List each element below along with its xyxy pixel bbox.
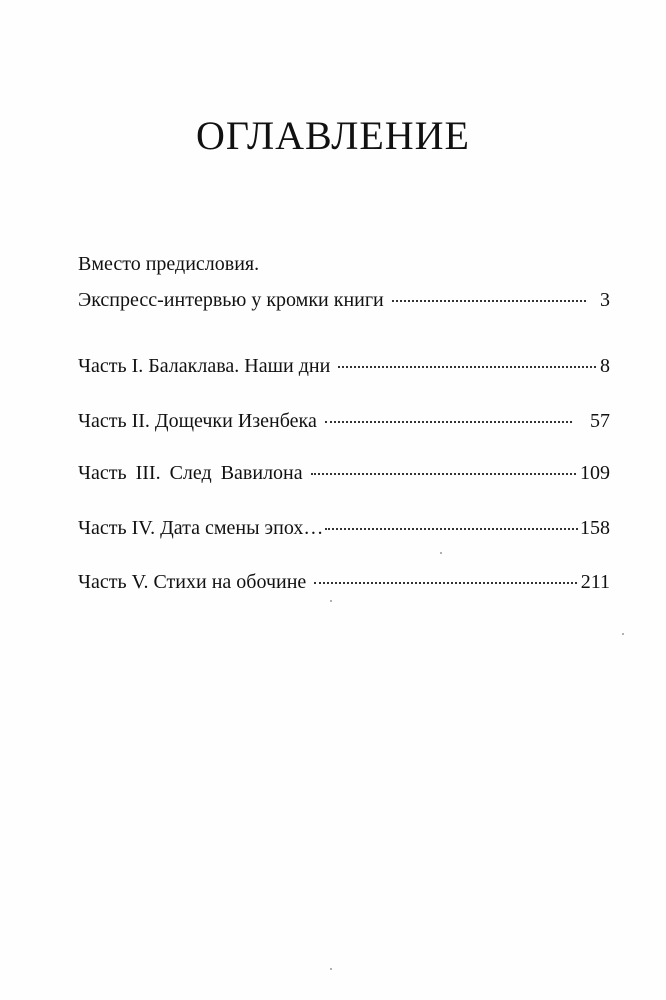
toc-entry-title: Экспресс-интервью у кромки книги <box>78 289 384 311</box>
dot-leader <box>392 300 586 302</box>
toc-entry-part-2[interactable] <box>78 410 610 436</box>
dot-leader <box>325 528 578 530</box>
toc-entry-title: Часть III. След Вавилона <box>78 462 303 484</box>
toc-entry-part-3[interactable] <box>78 462 610 488</box>
toc-entry-page: 211 <box>580 571 610 593</box>
paper-speck <box>440 552 442 554</box>
toc-entry-interview[interactable] <box>78 289 610 315</box>
toc-entry-page: 57 <box>590 410 610 432</box>
toc-entry-title: Часть I. Балаклава. Наши дни <box>78 355 331 377</box>
toc-entry-part-4[interactable] <box>78 517 610 543</box>
toc-entry-page: 3 <box>600 289 610 311</box>
toc-entry-page: 109 <box>580 462 610 484</box>
dot-leader <box>338 366 596 368</box>
toc-entry-part-1[interactable] <box>78 355 610 381</box>
dot-leader <box>325 421 572 423</box>
toc-entry-part-5[interactable] <box>78 571 610 597</box>
toc-entry-page: 158 <box>580 517 610 539</box>
toc-entry-page: 8 <box>600 355 610 377</box>
page-title: ОГЛАВЛЕНИЕ <box>196 113 470 158</box>
toc-entry-title: Часть V. Стихи на обочине <box>78 571 307 593</box>
toc-intro-label: Вместо предисловия. <box>78 253 260 275</box>
dot-leader <box>311 473 576 475</box>
paper-speck <box>622 633 624 635</box>
dot-leader <box>314 582 576 584</box>
paper-speck <box>330 968 332 970</box>
toc-entry-title: Часть II. Дощечки Изенбека <box>78 410 317 432</box>
toc-entry-title: Часть IV. Дата смены эпох… <box>78 517 324 539</box>
paper-speck <box>330 600 332 602</box>
